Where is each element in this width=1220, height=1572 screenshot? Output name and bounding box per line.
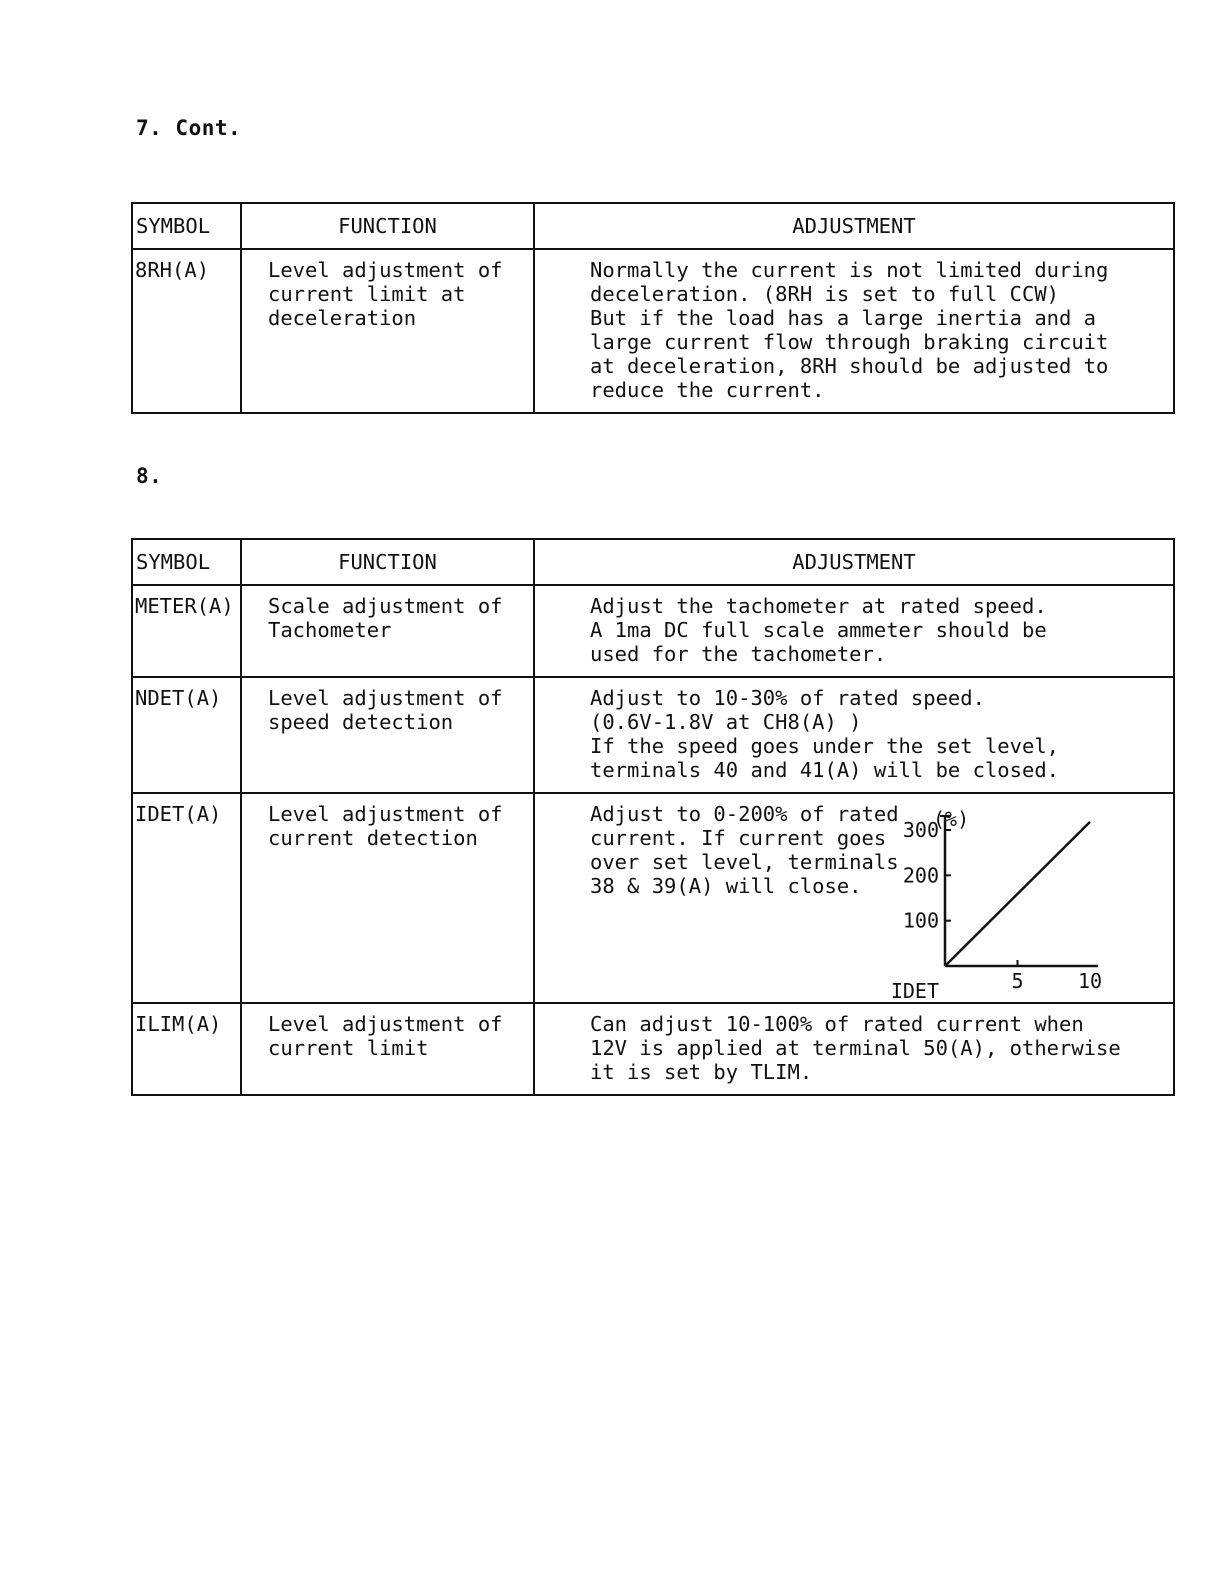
adjustment-line: If the speed goes under the set level, [590, 734, 1059, 758]
function-line: current limit at [268, 282, 466, 306]
adjustment-table-section-7 [131, 202, 1175, 414]
y-tick-label: 300 [902, 818, 939, 842]
adjustment-line: at deceleration, 8RH should be adjusted to [590, 354, 1109, 378]
idet-adjustment-text [590, 802, 900, 898]
adjustment-line: (0.6V-1.8V at CH8(A) ) [590, 710, 862, 734]
adjustment-line: Adjust to 10-30% of rated speed. [590, 686, 985, 710]
function-column-header: FUNCTION [241, 203, 534, 249]
adjustment-cell [534, 677, 1174, 793]
idet-characteristic-chart [890, 792, 1110, 1003]
symbol-column-header: SYMBOL [132, 203, 241, 249]
function-line: Scale adjustment of [268, 594, 503, 618]
adjustment-cell [534, 793, 1174, 1003]
function-column-header: FUNCTION [241, 539, 534, 585]
function-cell [241, 1003, 534, 1095]
adjustment-line: Adjust to 0-200% of rated [590, 802, 899, 826]
idet-adjustment-content [590, 802, 1163, 1003]
adjustment-line: reduce the current. [590, 378, 825, 402]
adjustment-line: 12V is applied at terminal 50(A), otherwise [590, 1036, 1121, 1060]
function-cell [241, 585, 534, 677]
function-line: Level adjustment of [268, 686, 503, 710]
section-8-heading: 8. [136, 464, 163, 488]
adjustment-line: it is set by TLIM. [590, 1060, 813, 1084]
adjustment-line: Can adjust 10-100% of rated current when [590, 1012, 1084, 1036]
section-7-heading: 7. Cont. [136, 116, 242, 140]
x-axis-label: IDET [890, 979, 939, 1003]
adjustment-cell [534, 249, 1174, 413]
adjustment-line: Adjust the tachometer at rated speed. [590, 594, 1047, 618]
function-line: Level adjustment of [268, 1012, 503, 1036]
table-header-row [132, 203, 1174, 249]
x-tick-label: 10 [1077, 969, 1103, 993]
table-header-row [132, 539, 1174, 585]
function-cell [241, 249, 534, 413]
adjustment-column-header: ADJUSTMENT [534, 203, 1174, 249]
symbol-column-header: SYMBOL [132, 539, 241, 585]
adjustment-line: deceleration. (8RH is set to full CCW) [590, 282, 1059, 306]
table-row-8rh [132, 249, 1174, 413]
adjustment-line: large current flow through braking circuit [590, 330, 1109, 354]
y-tick-label: 200 [902, 863, 939, 888]
adjustment-line: 38 & 39(A) will close. [590, 874, 862, 898]
function-line: Level adjustment of [268, 802, 503, 826]
symbol-cell: ILIM(A) [132, 1003, 241, 1095]
y-tick-label: 100 [902, 908, 939, 933]
adjustment-column-header: ADJUSTMENT [534, 539, 1174, 585]
adjustment-cell [534, 1003, 1174, 1095]
adjustment-line: over set level, terminals [590, 850, 899, 874]
adjustment-line: A 1ma DC full scale ammeter should be [590, 618, 1047, 642]
table-row-ilim [132, 1003, 1174, 1095]
function-line: current detection [268, 826, 478, 850]
function-line: Tachometer [268, 618, 392, 642]
adjustment-line: used for the tachometer. [590, 642, 887, 666]
table-row-idet [132, 793, 1174, 1003]
adjustment-line: Normally the current is not limited during [590, 258, 1109, 282]
function-line: Level adjustment of [268, 258, 503, 282]
table-row-ndet [132, 677, 1174, 793]
adjustment-line: But if the load has a large inertia and a [590, 306, 1097, 330]
series-line [945, 822, 1090, 966]
adjustment-line: current. If current goes [590, 826, 887, 850]
symbol-cell: IDET(A) [132, 793, 241, 1003]
function-line: current limit [268, 1036, 429, 1060]
function-cell [241, 793, 534, 1003]
function-line: speed detection [268, 710, 454, 734]
table-row-meter [132, 585, 1174, 677]
function-cell [241, 677, 534, 793]
x-tick-label: 5 [1011, 969, 1024, 993]
function-line: deceleration [268, 306, 417, 330]
y-axis-label: (%) [933, 807, 970, 831]
symbol-cell: METER(A) [132, 585, 241, 677]
adjustment-cell [534, 585, 1174, 677]
symbol-cell: 8RH(A) [132, 249, 241, 413]
symbol-cell: NDET(A) [132, 677, 241, 793]
adjustment-table-section-8 [131, 538, 1175, 1096]
adjustment-line: terminals 40 and 41(A) will be closed. [590, 758, 1059, 782]
